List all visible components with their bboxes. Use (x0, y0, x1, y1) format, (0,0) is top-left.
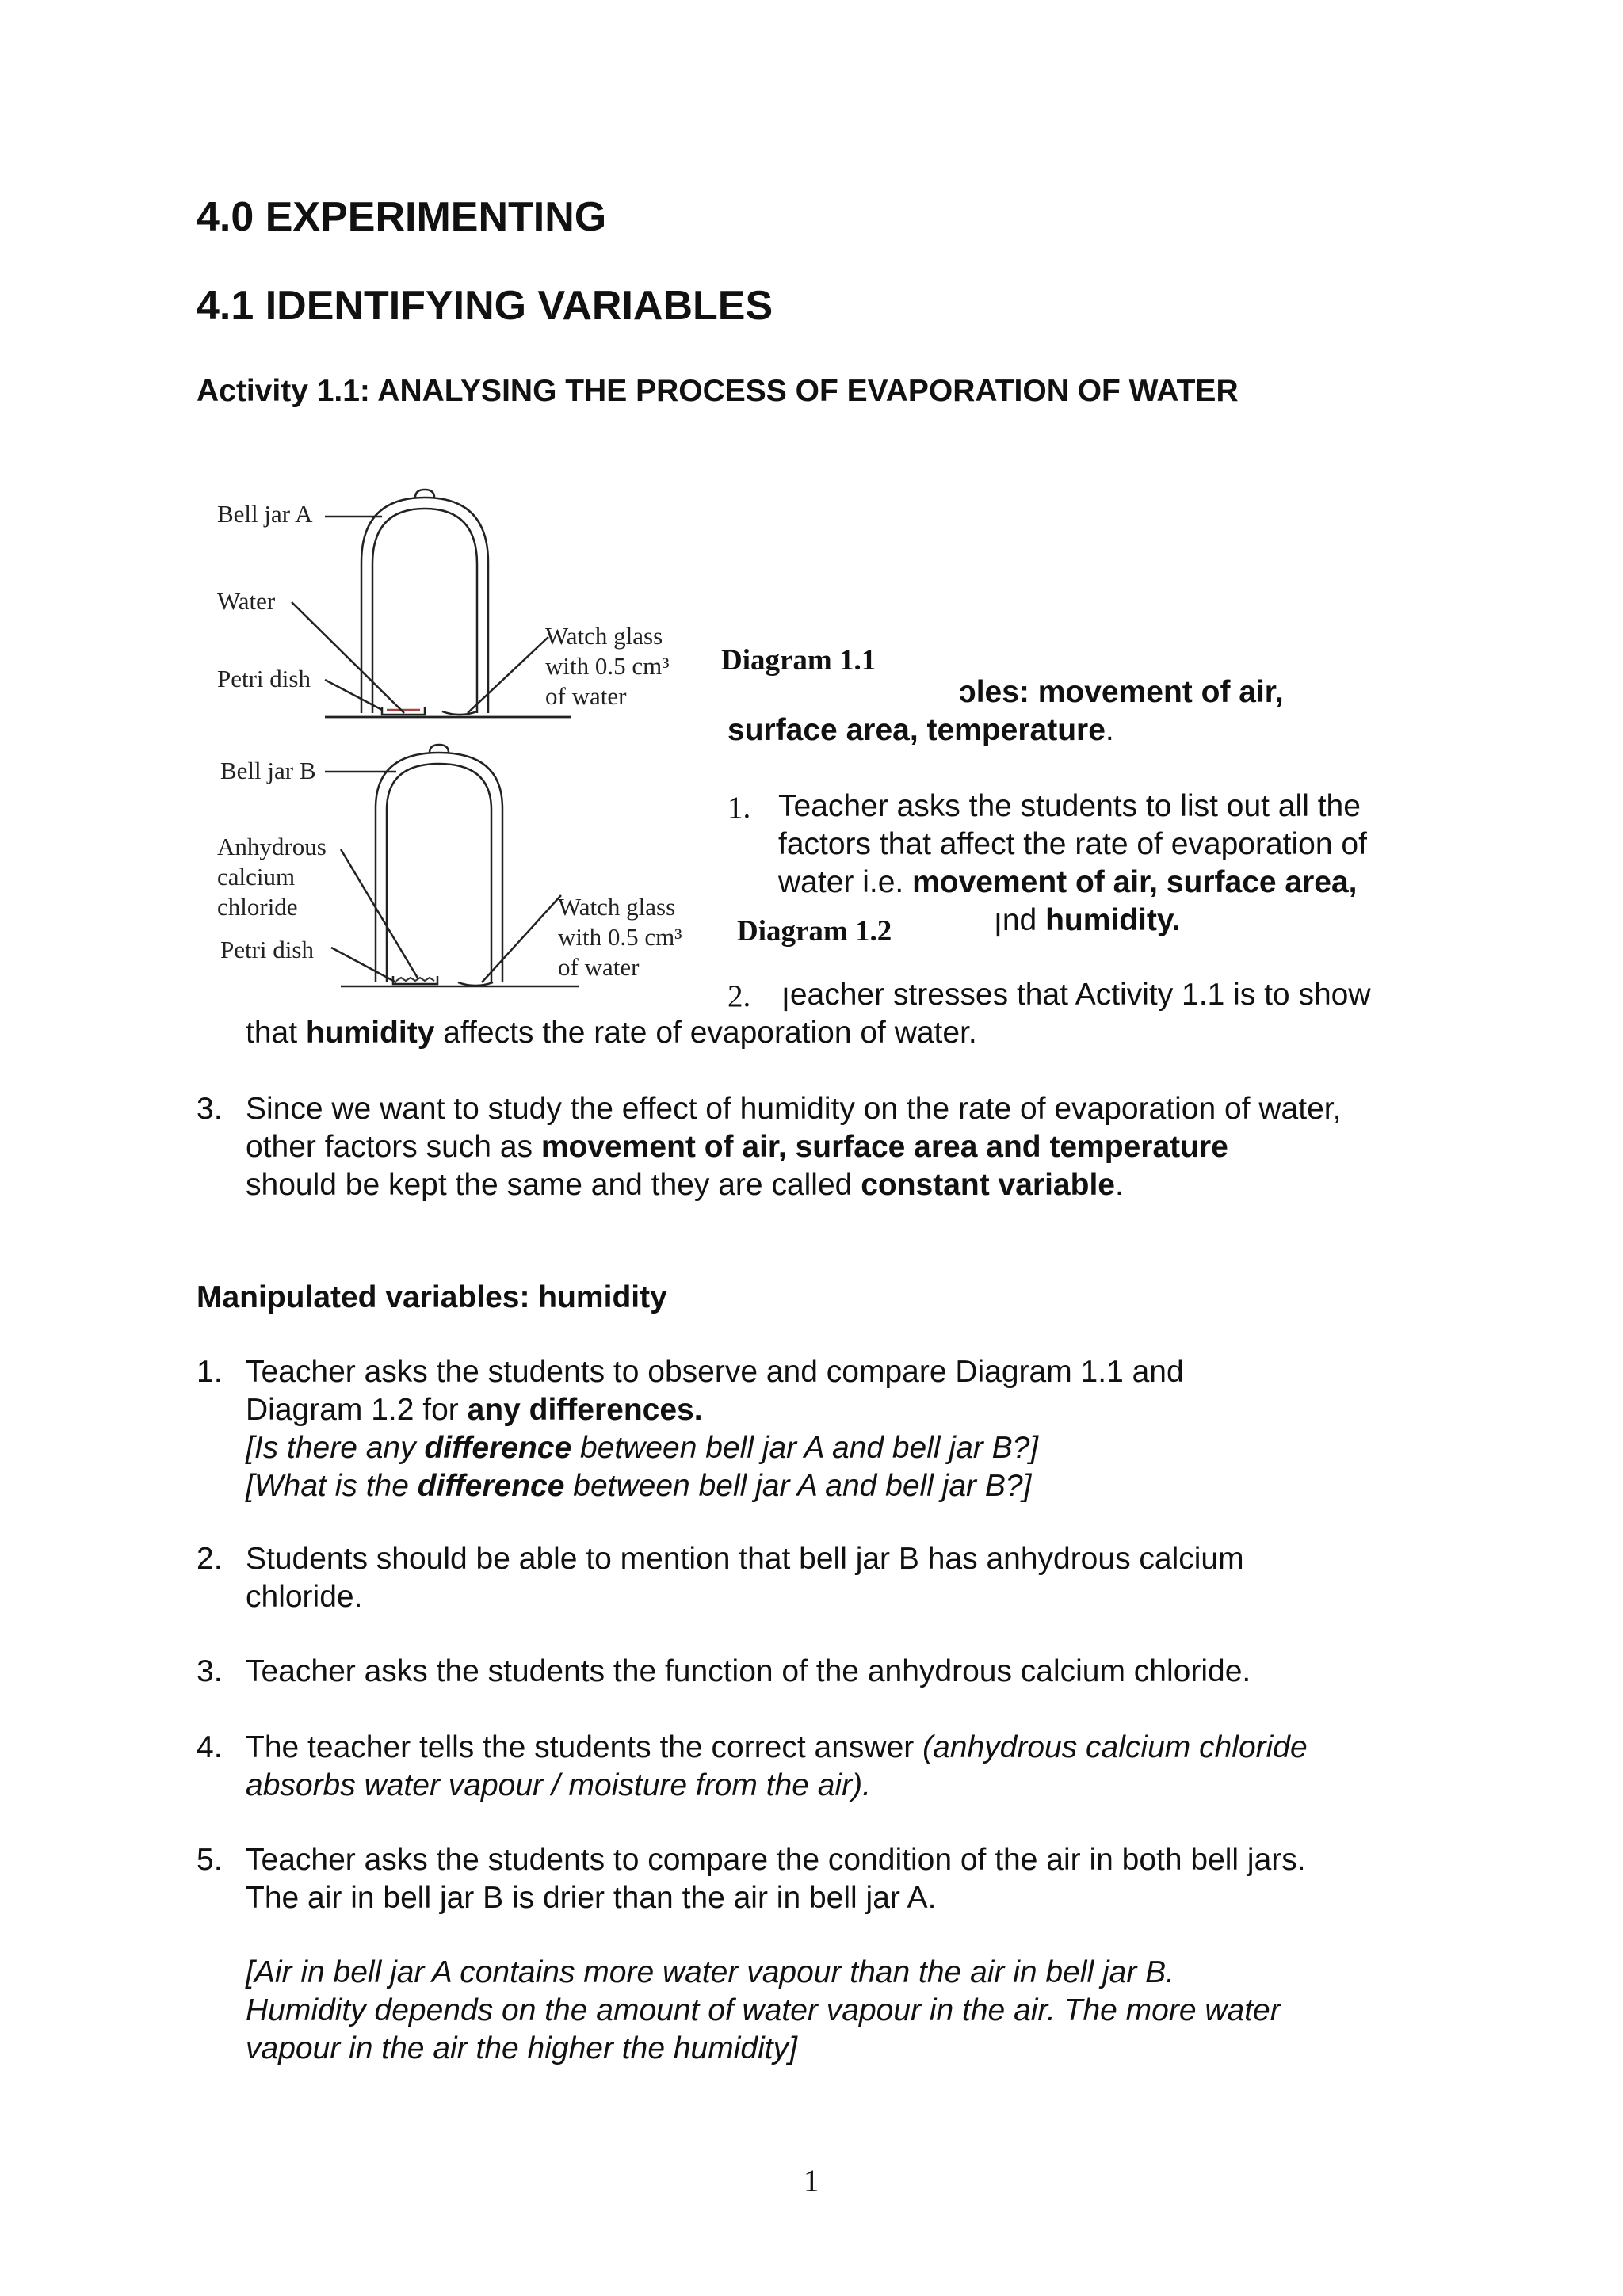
constant-variables-heading: ɔles: movement of air, (959, 675, 1284, 709)
constant-item-1-line4: ꞁnd humidity. (994, 903, 1181, 937)
label-water: Water (217, 587, 276, 615)
constant-item-1: Teacher asks the students to list out all the factors that affect the rate of evaporation of water i.e. movement of air, surface area, (778, 789, 1367, 899)
manipulated-item-5-number: 5. (197, 1843, 223, 1877)
label-bell-jar-a: Bell jar A (217, 500, 313, 528)
manipulated-item-3: Teacher asks the students the function of the anhydrous calcium chloride. (246, 1654, 1251, 1688)
activity-heading: Activity 1.1: ANALYSING THE PROCESS OF EVAPORATION OF WATER (197, 374, 1239, 408)
manipulated-item-2-number: 2. (197, 1542, 223, 1576)
constant-item-1-number: 1. (727, 791, 751, 825)
manipulated-variables-heading: Manipulated variables: humidity (197, 1280, 667, 1314)
manipulated-item-4: The teacher tells the students the correct answer (anhydrous calcium chloride absorbs water vapour / moisture from the air). (246, 1730, 1308, 1802)
label-bell-jar-b: Bell jar B (220, 757, 316, 784)
section-heading: 4.0 EXPERIMENTING (197, 194, 607, 240)
constant-item-2-number: 2. (727, 979, 751, 1013)
manipulated-item-1-number: 1. (197, 1355, 223, 1389)
manipulated-item-2: Students should be able to mention that bell jar B has anhydrous calcium chloride. (246, 1542, 1244, 1614)
constant-item-2-line2: that humidity affects the rate of evaporation of water. (246, 1016, 977, 1050)
constant-variables-heading-line2: surface area, temperature. (727, 713, 1114, 747)
constant-item-3: Since we want to study the effect of humidity on the rate of evaporation of water, other factors such as movement of air, surface area and temperature should be kept the same and they are called constant variable. (246, 1092, 1342, 1202)
constant-item-2-line1: ꞁeacher stresses that Activity 1.1 is to show (781, 978, 1371, 1012)
bell-jar-b-outline (376, 753, 502, 982)
label-watch-glass-b: Watch glass with 0.5 cm³ of water (558, 893, 682, 981)
manipulated-item-5: Teacher asks the students to compare the condition of the air in both bell jars. The air in bell jar B is drier than the air in bell jar A. (246, 1843, 1306, 1915)
manipulated-item-3-number: 3. (197, 1654, 223, 1688)
label-watch-glass-a: Watch glass with 0.5 cm³ of water (545, 622, 670, 710)
subsection-heading: 4.1 IDENTIFYING VARIABLES (197, 283, 773, 329)
page-number: 1 (804, 2164, 819, 2198)
diagram-1-2-caption: Diagram 1.2 (737, 915, 892, 948)
diagram-1-1-caption: Diagram 1.1 (721, 644, 876, 677)
manipulated-item-4-number: 4. (197, 1730, 223, 1764)
constant-item-3-number: 3. (197, 1092, 223, 1126)
label-petri-dish-a: Petri dish (217, 665, 311, 692)
manipulated-item-1: Teacher asks the students to observe and compare Diagram 1.1 and Diagram 1.2 for any differences. [Is there any difference between bell jar A and bell jar B?] [What is the difference between bell jar A and bell jar B?] (246, 1355, 1184, 1503)
label-petri-dish-b: Petri dish (220, 936, 314, 963)
manipulated-item-5-note: [Air in bell jar A contains more water vapour than the air in bell jar B. Humidity depends on the amount of water vapour in the air. The more water vapour in the air the higher the humidity] (246, 1955, 1281, 2065)
label-anhydrous-calcium-chloride: Anhydrous calcium chloride (217, 833, 327, 921)
